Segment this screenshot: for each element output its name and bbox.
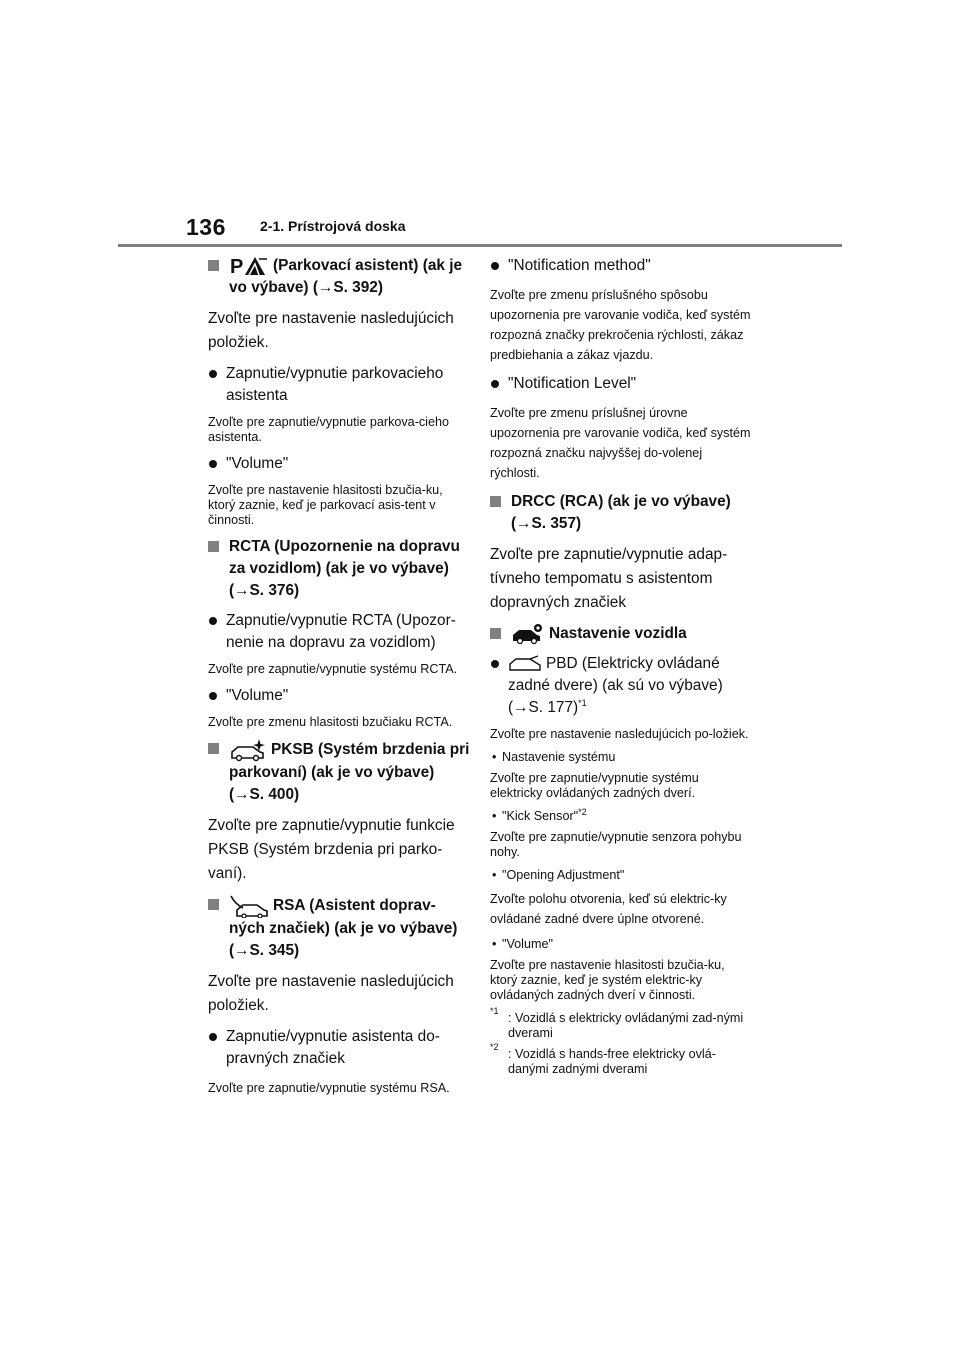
footnote: *1 : Vozidlá s elektricky ovládanými zad-nými dverami bbox=[490, 1006, 744, 1041]
drcc-ref[interactable]: S. 357) bbox=[531, 515, 582, 532]
vehicle-settings-icon bbox=[511, 623, 545, 645]
bullet-dot bbox=[491, 262, 499, 270]
sub-item-text: "Volume" bbox=[502, 937, 553, 952]
footnote-text: : Vozidlá s hands-free elektricky ovlá-danými zadnými dverami bbox=[508, 1047, 716, 1077]
bullet-dot bbox=[209, 1033, 217, 1041]
parking-assist-icon bbox=[229, 255, 269, 277]
footnote-ref: *2 bbox=[578, 806, 587, 817]
bullet-text: "Notification method" bbox=[508, 257, 651, 274]
section-square-marker bbox=[490, 628, 501, 639]
parking-assist-ref[interactable]: S. 392) bbox=[333, 279, 383, 297]
sub-item-text: "Kick Sensor" bbox=[502, 809, 579, 824]
description: Zvoľte pre zapnutie/vypnutie parkova-cieho asistenta. bbox=[208, 415, 449, 445]
bullet-text: Zapnutie/vypnutie RCTA (Upozor-nenie na dopravu za vozidlom) bbox=[226, 612, 456, 652]
bullet-text: "Volume" bbox=[226, 455, 289, 473]
rcta-heading bbox=[208, 536, 470, 602]
description: Zvoľte pre zmenu hlasitosti bzučiaku RCTA. bbox=[208, 715, 453, 730]
bullet-item bbox=[208, 610, 470, 654]
sub-item bbox=[490, 868, 752, 883]
parking-assist-heading-text: (Parkovací asistent) (ak je vo výbave) ( bbox=[229, 257, 463, 297]
footnote-text: : Vozidlá s elektricky ovládanými zad-nými dverami bbox=[508, 1011, 744, 1041]
bullet-dot bbox=[491, 380, 499, 388]
rsa-intro: Zvoľte pre nastavenie nasledujúcich položiek. bbox=[208, 973, 454, 1015]
header-rule bbox=[118, 244, 842, 247]
bullet-text: Zapnutie/vypnutie asistenta do-pravných značiek bbox=[226, 1028, 440, 1068]
description: Zvoľte pre zapnutie/vypnutie systému RCTA. bbox=[208, 662, 458, 677]
parking-assist-heading bbox=[208, 255, 470, 299]
page-number: 136 bbox=[186, 214, 226, 240]
bullet-text: "Notification Level" bbox=[508, 375, 637, 392]
rcta-ref[interactable]: S. 376) bbox=[249, 582, 300, 600]
description: Zvoľte pre nastavenie hlasitosti bzučia-ku, ktorý zaznie, keď je systém elektric-ky ovládaných zadných dverí v činnosti. bbox=[490, 958, 725, 1003]
rcta-heading-text: RCTA (Upozornenie na dopravu za vozidlom) (ak je vo výbave) ( bbox=[229, 538, 460, 600]
footnote-ref: *1 bbox=[578, 697, 587, 708]
bullet-item bbox=[208, 1026, 470, 1070]
drcc-heading bbox=[490, 491, 752, 535]
drcc-heading-text: DRCC (RCA) (ak je vo výbave) ( bbox=[511, 493, 731, 532]
description: Zvoľte polohu otvorenia, keď sú elektric-ky ovládané zadné dvere úplne otvorené. bbox=[490, 892, 727, 927]
bullet-item bbox=[490, 255, 752, 277]
section-square-marker bbox=[208, 260, 219, 271]
bullet-item bbox=[490, 373, 752, 395]
left-column bbox=[208, 255, 470, 1106]
bullet-item bbox=[490, 653, 752, 719]
power-back-door-icon bbox=[508, 655, 542, 673]
sub-item-text: Nastavenie systému bbox=[502, 750, 616, 765]
section-square-marker bbox=[208, 743, 219, 754]
bullet-dot bbox=[209, 617, 217, 625]
pbd-ref[interactable]: S. 177) bbox=[528, 699, 579, 717]
right-column bbox=[490, 255, 752, 1083]
footnote: *2 : Vozidlá s hands-free elektricky ovlá-danými zadnými dverami bbox=[490, 1042, 716, 1077]
description: Zvoľte pre zapnutie/vypnutie systému elektricky ovládaných zadných dverí. bbox=[490, 771, 699, 801]
vehicle-settings-heading bbox=[490, 623, 752, 645]
sub-item bbox=[490, 750, 752, 765]
description: Zvoľte pre zapnutie/vypnutie senzora pohybu nohy. bbox=[490, 830, 742, 860]
bullet-text: Zapnutie/vypnutie parkovacieho asistenta bbox=[226, 365, 444, 405]
bullet-item bbox=[208, 363, 470, 407]
description: Zvoľte pre zmenu príslušného spôsobu upozornenia pre varovanie vodiča, keď systém rozpozná značky prekročenia rýchlosti, zákaz predbiehania a zákaz vjazdu. bbox=[490, 288, 751, 362]
bullet-dot bbox=[209, 460, 217, 468]
description: Zvoľte pre nastavenie hlasitosti bzučia-ku, ktorý zaznie, keď je parkovací asis-tent v činnosti. bbox=[208, 483, 443, 528]
rsa-icon bbox=[229, 894, 269, 918]
arrow-symbol: → bbox=[234, 942, 250, 960]
sub-item-text: "Opening Adjustment" bbox=[502, 868, 625, 883]
sub-item bbox=[490, 806, 752, 824]
bullet-item bbox=[208, 685, 470, 707]
sub-item bbox=[490, 937, 752, 952]
section-square-marker bbox=[208, 541, 219, 552]
parking-assist-intro: Zvoľte pre nastavenie nasledujúcich položiek. bbox=[208, 310, 454, 352]
sub-dot: • bbox=[492, 868, 497, 883]
bullet-item bbox=[208, 453, 470, 475]
bullet-dot bbox=[209, 692, 217, 700]
bullet-dot bbox=[491, 660, 499, 668]
arrow-symbol: → bbox=[234, 582, 250, 600]
arrow-symbol: → bbox=[516, 515, 532, 532]
arrow-symbol: → bbox=[234, 786, 250, 804]
pksb-heading bbox=[208, 738, 470, 806]
bullet-dot bbox=[209, 370, 217, 378]
section-square-marker bbox=[208, 899, 219, 910]
pksb-ref[interactable]: S. 400) bbox=[249, 786, 300, 804]
description: Zvoľte pre zmenu príslušnej úrovne upozornenia pre varovanie vodiča, keď systém rozpozná značku najvyššej do-volenej rýchlosti. bbox=[490, 406, 751, 480]
vehicle-settings-heading-text: Nastavenie vozidla bbox=[549, 625, 687, 643]
page-header bbox=[0, 0, 960, 250]
rsa-ref[interactable]: S. 345) bbox=[249, 942, 300, 960]
section-title: 2-1. Prístrojová doska bbox=[260, 218, 406, 234]
arrow-symbol: → bbox=[513, 699, 529, 717]
svg-text:P: P bbox=[230, 256, 244, 277]
pksb-heading-text: PKSB (Systém brzdenia pri parkovaní) (ak je vo výbave) ( bbox=[229, 741, 470, 804]
sub-dot: • bbox=[492, 937, 497, 952]
drcc-intro: Zvoľte pre zapnutie/vypnutie adap-tívneho tempomatu s asistentom dopravných značiek bbox=[490, 546, 728, 611]
pksb-intro: Zvoľte pre zapnutie/vypnutie funkcie PKSB (Systém brzdenia pri parko-vaní). bbox=[208, 817, 455, 883]
rsa-heading bbox=[208, 894, 470, 962]
sub-dot: • bbox=[492, 809, 497, 824]
section-square-marker bbox=[490, 496, 501, 507]
bullet-text: PBD (Elektricky ovládané zadné dvere) (ak sú vo výbave) ( bbox=[508, 655, 723, 717]
pksb-icon bbox=[229, 738, 267, 762]
arrow-symbol: → bbox=[317, 279, 334, 297]
sub-dot: • bbox=[492, 750, 497, 765]
description: Zvoľte pre nastavenie nasledujúcich po-ložiek. bbox=[490, 727, 749, 742]
description: Zvoľte pre zapnutie/vypnutie systému RSA. bbox=[208, 1081, 450, 1096]
bullet-text: "Volume" bbox=[226, 687, 289, 705]
rsa-heading-text: RSA (Asistent doprav-ných značiek) (ak je vo výbave) ( bbox=[229, 897, 458, 960]
